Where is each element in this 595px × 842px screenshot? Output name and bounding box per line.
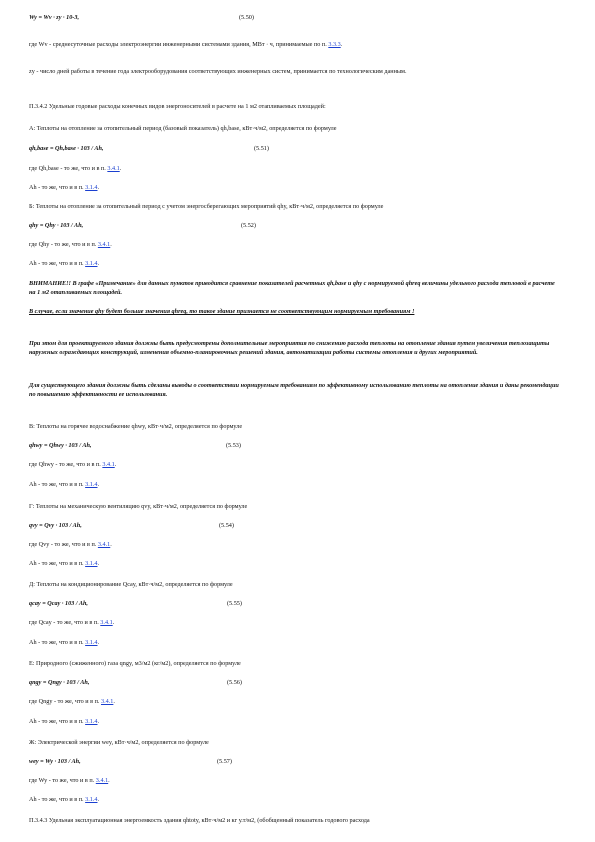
formula-text: qhy = Qhy · 103 / Ah, bbox=[29, 222, 84, 229]
formula-5-52 bbox=[29, 222, 329, 231]
formula-number: (5.56) bbox=[227, 679, 242, 686]
paragraph-wy-ref bbox=[29, 777, 110, 786]
paragraph-text: Ж: Электрической энергии wey, кВт·ч/м2, определяется по формуле bbox=[29, 739, 209, 746]
reference-link[interactable]: 3.1.4 bbox=[85, 639, 98, 646]
paragraph-text: где Qh,base - то же, что и в п. bbox=[29, 165, 106, 172]
reference-link[interactable]: 3.4.1 bbox=[100, 619, 113, 626]
reference-link[interactable]: 3.1.4 bbox=[85, 260, 98, 267]
formula-number: (5.57) bbox=[217, 758, 232, 765]
paragraph-text: Ah - то же, что и в п. bbox=[29, 796, 84, 803]
formula-5-57 bbox=[29, 758, 329, 767]
paragraph-text: При этом для проектируемого здания должны быть предусмотрены дополнительные мероприятия по снижению расхода теплоты на отопление здания путем увеличения теплозащиты наружных ограждающих конструкций, изменения объемно-планировочных решений здания, автоматизации работы системы отопления и других мероприятий. bbox=[29, 340, 550, 356]
reference-link[interactable]: 3.4.1 bbox=[95, 777, 109, 784]
paragraph-text: где Qhwy - то же, что и в п. bbox=[29, 461, 101, 468]
formula-text: qhwy = Qhwy · 103 / Ah, bbox=[29, 442, 92, 449]
paragraph-qvy-ref bbox=[29, 541, 112, 550]
warning-nonconformity bbox=[29, 308, 549, 317]
paragraph-text: П.3.4.3 Удельная эксплуатационная энергоемкость здания qhtoty, кВт·ч/м2 и кг у.т/м2, (обобщенный показатель годового расхода bbox=[29, 817, 370, 824]
reference-link[interactable]: 3.4.1 bbox=[102, 461, 115, 468]
reference-link[interactable]: 3.1.4 bbox=[85, 560, 98, 567]
paragraph-text: Ah - то же, что и в п. bbox=[29, 639, 84, 646]
paragraph-tail: . bbox=[97, 796, 100, 803]
reference-link[interactable]: 3.1.4 bbox=[85, 184, 98, 191]
formula-number: (5.53) bbox=[226, 442, 241, 449]
formula-number: (5.51) bbox=[254, 145, 269, 152]
paragraph-tail: . bbox=[97, 639, 100, 646]
paragraph-text: В случае, если значение qhy будет больше значения qhreq, то такое здание признается не соответствующим нормируемым требованиям ! bbox=[29, 308, 415, 315]
reference-link[interactable]: 3.4.1 bbox=[97, 241, 111, 248]
paragraph-text: zy - число дней работы в течение года электрооборудования соответствующих инженерных систем, принимается по технологическим данным. bbox=[29, 68, 407, 75]
section-heading-3-4-2 bbox=[29, 103, 326, 112]
formula-5-53 bbox=[29, 442, 329, 451]
formula-text: qcay = Qcay · 103 / Ah, bbox=[29, 600, 88, 607]
paragraph-text: ВНИМАНИЕ!! В графе «Примечание» для данных пунктов приводится сравнение показателей расчетных qh,base и qhy с нормируемой qhreq величины удельного расхода тепловой в расчете на 1 м2 отапливаемых площадей. bbox=[29, 280, 555, 296]
formula-text: Wy = Wv · zy · 10-3, bbox=[29, 14, 79, 21]
formula-number: (5.50) bbox=[239, 14, 254, 21]
paragraph-tail: . bbox=[97, 718, 100, 725]
formula-5-55 bbox=[29, 600, 329, 609]
paragraph-design-measures bbox=[29, 340, 559, 358]
paragraph-ah-ref bbox=[29, 481, 99, 490]
paragraph-item-e bbox=[29, 660, 241, 669]
paragraph-tail: . bbox=[340, 41, 343, 48]
paragraph-ah-ref bbox=[29, 184, 99, 193]
paragraph-tail: . bbox=[110, 241, 112, 248]
paragraph-tail: . bbox=[108, 777, 110, 784]
paragraph-text: где Wy - то же, что и в п. bbox=[29, 777, 95, 784]
reference-link[interactable]: 3.1.4 bbox=[85, 796, 98, 803]
paragraph-item-g bbox=[29, 503, 247, 512]
paragraph-qhbase-ref bbox=[29, 165, 121, 174]
formula-text: qh,base = Qh,base · 103 / Ah, bbox=[29, 145, 104, 152]
reference-link[interactable]: 3.1.4 bbox=[85, 481, 98, 488]
paragraph-tail: . bbox=[97, 481, 100, 488]
paragraph-qngy-ref bbox=[29, 698, 115, 707]
paragraph-text: А: Теплоты на отопление за отопительный период (базовый показатель) qh,base, кВт·ч/м2, определяется по формуле bbox=[29, 125, 337, 132]
reference-link[interactable]: 3.4.1 bbox=[100, 698, 114, 705]
paragraph-existing-building bbox=[29, 382, 559, 400]
formula-5-54 bbox=[29, 522, 329, 531]
paragraph-tail: . bbox=[97, 184, 100, 191]
paragraph-item-b bbox=[29, 203, 383, 212]
formula-text: qvy = Qvy · 103 / Ah, bbox=[29, 522, 82, 529]
formula-5-50 bbox=[29, 14, 254, 23]
paragraph-ah-ref bbox=[29, 639, 99, 648]
paragraph-text: Для существующего здания должны быть сделаны выводы о соответствии нормируемым требованиям по эффективному использованию теплоты на отопление здания и даны рекомендации по повышению эффективности ее использования. bbox=[29, 382, 559, 398]
paragraph-zy-definition bbox=[29, 68, 559, 77]
paragraph-text: Ah - то же, что и в п. bbox=[29, 481, 84, 488]
formula-text: qngy = Qngy · 103 / Ah, bbox=[29, 679, 90, 686]
paragraph-tail: . bbox=[113, 698, 115, 705]
paragraph-text: Г: Теплоты на механическую вентиляцию qvy, кВт·ч/м2, определяется по формуле bbox=[29, 503, 248, 510]
paragraph-text: где Qvy - то же, что и в п. bbox=[29, 541, 97, 548]
paragraph-ah-ref bbox=[29, 796, 99, 805]
paragraph-tail: . bbox=[110, 541, 112, 548]
formula-text: wey = Wy · 103 / Ah, bbox=[29, 758, 81, 765]
section-heading-3-4-3 bbox=[29, 817, 370, 826]
paragraph-text: Ah - то же, что и в п. bbox=[29, 260, 84, 267]
paragraph-text: Е: Природного (сжиженного) газа qngy, м3/м2 (кг/м2), определяется по формуле bbox=[29, 660, 241, 667]
paragraph-text: Б: Теплоты на отопление за отопительный период с учетом энергосберегающих мероприятий qhy, кВт·ч/м2, определяется по формуле bbox=[29, 203, 384, 210]
formula-number: (5.52) bbox=[241, 222, 256, 229]
paragraph-item-zh bbox=[29, 739, 209, 748]
paragraph-text: где Qngy - то же, что и в п. bbox=[29, 698, 100, 705]
paragraph-tail: . bbox=[114, 461, 117, 468]
paragraph-ah-ref bbox=[29, 560, 99, 569]
paragraph-text: П.3.4.2 Удельные годовые расходы конечных видов энергоносителей в расчете на 1 м2 отапливаемых площадей: bbox=[29, 103, 326, 110]
paragraph-qhwy-ref bbox=[29, 461, 116, 470]
paragraph-text: Ah - то же, что и в п. bbox=[29, 184, 84, 191]
paragraph-tail: . bbox=[112, 619, 115, 626]
paragraph-item-v bbox=[29, 423, 242, 432]
reference-link[interactable]: 3.4.1 bbox=[97, 541, 111, 548]
formula-5-56 bbox=[29, 679, 329, 688]
paragraph-text: В: Теплоты на горячее водоснабжение qhwy, кВт·ч/м2, определяется по формуле bbox=[29, 423, 243, 430]
warning-note bbox=[29, 280, 559, 298]
reference-link[interactable]: 3.4.1 bbox=[107, 165, 120, 172]
paragraph-ah-ref bbox=[29, 260, 99, 269]
paragraph-qcay-ref bbox=[29, 619, 114, 628]
reference-link[interactable]: 3.3.3 bbox=[328, 41, 341, 48]
paragraph-text: Ah - то же, что и в п. bbox=[29, 718, 84, 725]
formula-5-51 bbox=[29, 145, 329, 154]
paragraph-wv-definition bbox=[29, 41, 342, 50]
formula-number: (5.55) bbox=[227, 600, 242, 607]
paragraph-text: где Qhy - то же, что и в п. bbox=[29, 241, 97, 248]
paragraph-text: Ah - то же, что и в п. bbox=[29, 560, 84, 567]
paragraph-item-d bbox=[29, 581, 233, 590]
paragraph-text: где Qcay - то же, что и в п. bbox=[29, 619, 99, 626]
paragraph-tail: . bbox=[119, 165, 122, 172]
paragraph-tail: . bbox=[97, 260, 100, 267]
paragraph-qhy-ref bbox=[29, 241, 112, 250]
formula-number: (5.54) bbox=[219, 522, 234, 529]
paragraph-tail: . bbox=[97, 560, 100, 567]
paragraph-text: где Wv - среднесуточные расходы электроэнергии инженерными системами здания, МВт · ч, принимаемые по п. bbox=[29, 41, 327, 48]
paragraph-ah-ref bbox=[29, 718, 99, 727]
paragraph-text: Д: Теплоты на кондиционирование Qcay, кВт·ч/м2, определяется по формуле bbox=[29, 581, 233, 588]
reference-link[interactable]: 3.1.4 bbox=[85, 718, 98, 725]
paragraph-item-a bbox=[29, 125, 336, 134]
